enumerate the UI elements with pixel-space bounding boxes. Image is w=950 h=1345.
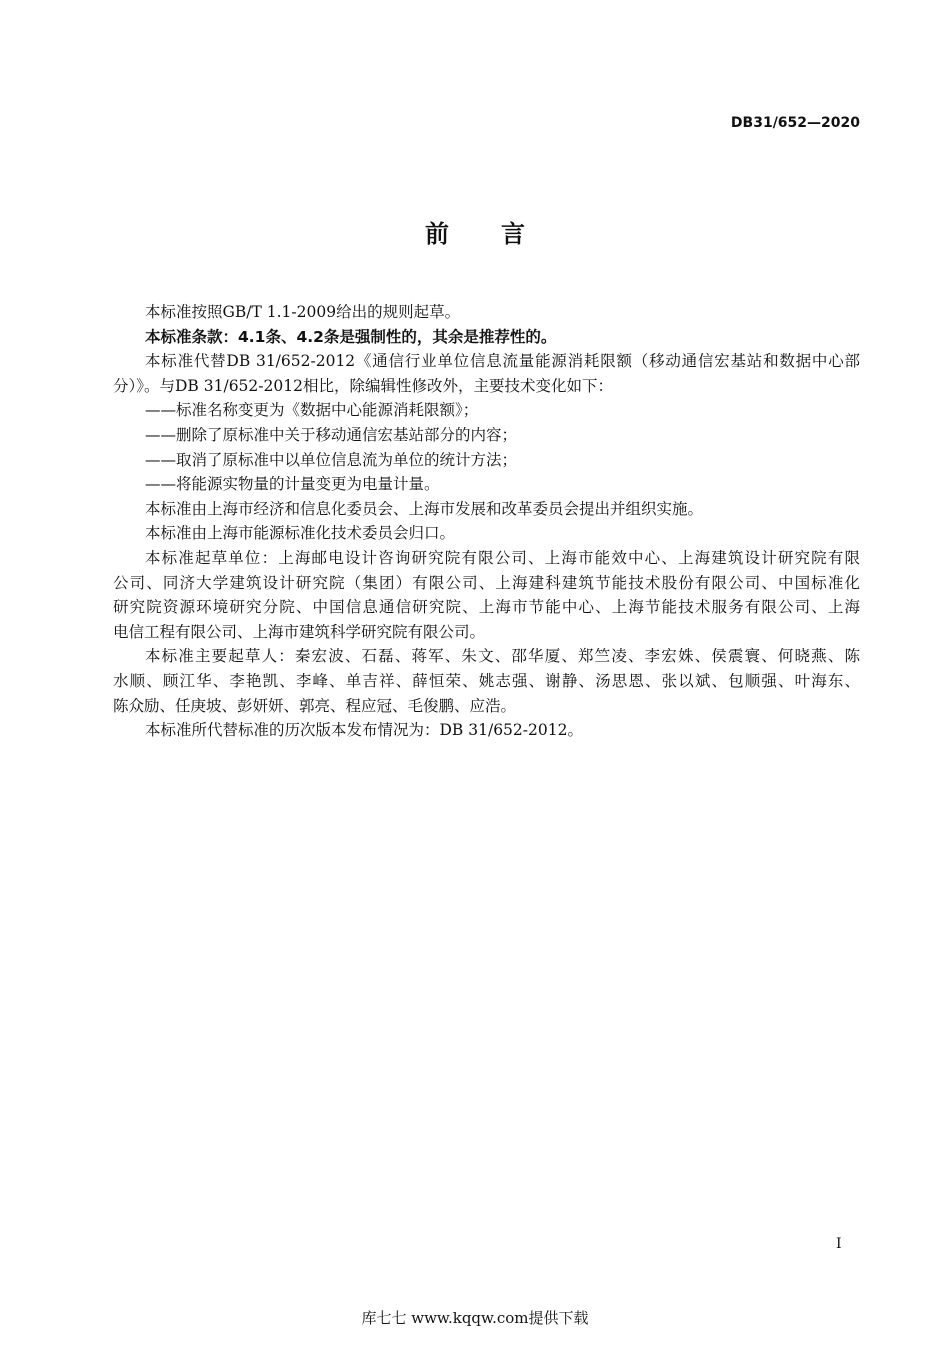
paragraph bbox=[113, 644, 860, 718]
paragraph-line: 分）》。与DB 31/652-2012相比，除编辑性修改外，主要技术变化如下： bbox=[113, 376, 613, 395]
paragraph-line: 本标准起草单位：上海邮电设计咨询研究院有限公司、上海市能效中心、上海建筑设计研究院有限 bbox=[145, 548, 860, 567]
page-title: 前言 bbox=[425, 220, 577, 248]
paragraph-line: 研究院资源环境研究分院、中国信息通信研究院、上海市节能中心、上海节能技术服务有限公司、上海 bbox=[113, 598, 860, 617]
paragraph bbox=[113, 521, 860, 546]
paragraph-line: 本标准由上海市能源标准化技术委员会归口。 bbox=[145, 524, 456, 543]
paragraph-line: 本标准代替DB 31/652-2012《通信行业单位信息流量能源消耗限额（移动通信宏基站和数据中心部 bbox=[145, 352, 860, 371]
paragraph bbox=[113, 546, 860, 644]
paragraph-line: 本标准按照GB/T 1.1-2009给出的规则起草。 bbox=[145, 303, 461, 321]
paragraph bbox=[113, 325, 860, 350]
paragraph-line: 水顺、顾江华、李艳凯、李峰、单吉祥、薛恒荣、姚志强、谢静、汤思恩、张以斌、包顺强、叶海东、 bbox=[113, 671, 860, 690]
paragraph bbox=[113, 423, 860, 448]
paragraph bbox=[113, 300, 860, 325]
paragraph-line: ——取消了原标准中以单位信息流为单位的统计方法； bbox=[145, 450, 518, 469]
paragraph-line: ——删除了原标准中关于移动通信宏基站部分的内容； bbox=[145, 425, 518, 444]
paragraph bbox=[113, 349, 860, 398]
paragraph-line: 本标准由上海市经济和信息化委员会、上海市发展和改革委员会提出并组织实施。 bbox=[145, 499, 704, 518]
document-code: DB31/652—2020 bbox=[730, 115, 860, 131]
paragraph-line: 本标准所代替标准的历次版本发布情况为：DB 31/652-2012。 bbox=[145, 721, 583, 740]
paragraph bbox=[113, 472, 860, 497]
paragraph-line: ——将能源实物量的计量变更为电量计量。 bbox=[145, 475, 440, 494]
page-number: I bbox=[836, 1236, 842, 1252]
download-footer: 库七七 www.kqqw.com提供下载 bbox=[361, 1309, 589, 1327]
paragraph-line: 陈众励、任庚坡、彭妍妍、郭亮、程应冠、毛俊鹏、应浩。 bbox=[113, 696, 517, 715]
paragraph bbox=[113, 398, 860, 423]
paragraph-line: ——标准名称变更为《数据中心能源消耗限额》； bbox=[145, 401, 479, 420]
paragraph-line: 公司、同济大学建筑设计研究院（集团）有限公司、上海建科建筑节能技术股份有限公司、中国标准化 bbox=[113, 573, 860, 592]
foreword-body bbox=[113, 300, 860, 743]
paragraph-line: 本标准主要起草人：秦宏波、石磊、蒋军、朱文、邵华厦、郑竺凌、李宏姝、侯震寰、何晓燕、陈 bbox=[145, 647, 860, 666]
paragraph-line: 电信工程有限公司、上海市建筑科学研究院有限公司。 bbox=[113, 622, 486, 641]
paragraph bbox=[113, 497, 860, 522]
paragraph bbox=[113, 718, 860, 743]
paragraph bbox=[113, 448, 860, 473]
paragraph-line: 本标准条款：4.1条、4.2条是强制性的，其余是推荐性的。 bbox=[145, 327, 557, 346]
